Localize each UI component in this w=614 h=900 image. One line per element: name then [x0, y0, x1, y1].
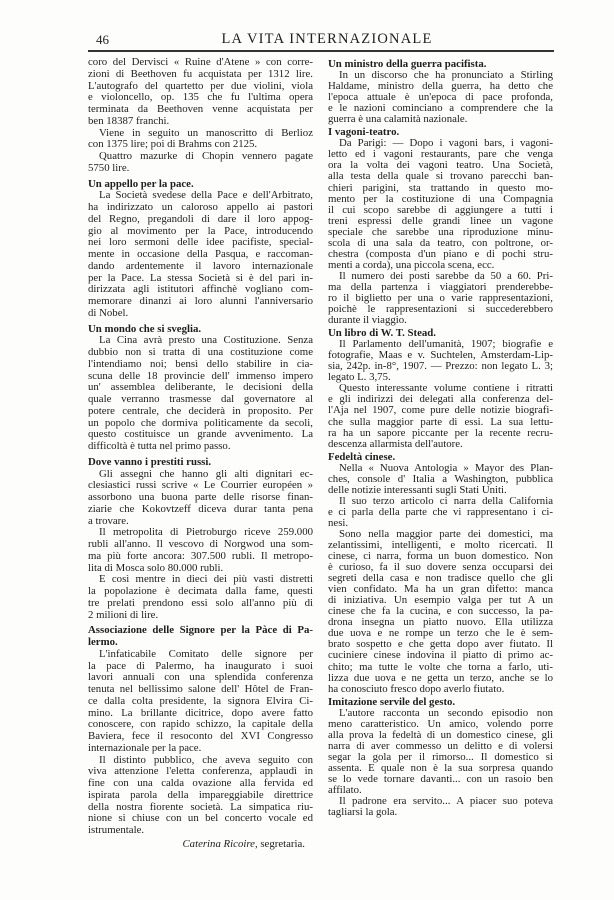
- heading-line: Un mondo che si sveglia.: [88, 322, 202, 335]
- text-line: ha indirizzato un caloroso appello ai pastori: [88, 201, 313, 213]
- text-line: e ci parla della parte che vi rappresentano i ci-: [328, 505, 553, 518]
- text-line: Il padrone era servito... A piacer suo poteva: [339, 795, 553, 808]
- text-line: del Regno, pregandoli di dare il loro appog-: [88, 212, 313, 225]
- text-line: assenta. E quale non è la sua sorpresa quando: [328, 761, 553, 774]
- text-line: alla prova la fedeltà di un domestico cinese, gli: [328, 728, 553, 741]
- text-line: meno caratteristico. Un amico, volendo porre: [328, 717, 553, 730]
- heading-line: Un appello per la pace.: [88, 177, 194, 190]
- text-line: l'epoca attuale è un'epoca di pace profonda,: [328, 91, 553, 104]
- text-line: Sono nella maggior parte dei domestici, ma: [339, 527, 553, 540]
- text-line: nione si chiuse con un bel concerto vocale ed: [88, 812, 313, 825]
- text-line: 5750 lire.: [88, 161, 130, 174]
- text-line: la pace di Palermo, ha inaugurato i suoi: [88, 659, 313, 672]
- text-line: tre prelati prendono essi solo all'anno più di: [88, 596, 313, 609]
- text-line: di iniziativa. Un esempio valga per tut A un: [328, 594, 553, 607]
- text-line: la popolazione è decimata dalla fame, questi: [88, 585, 313, 597]
- text-line: ra ha un sapore piccante per la recente recru-: [328, 426, 553, 439]
- right-column: [328, 57, 553, 818]
- paragraph: [328, 463, 553, 496]
- signature-role: , segretaria.: [254, 837, 305, 850]
- text-line: guerra è una calamità nazionale.: [328, 113, 468, 126]
- paragraph: [88, 151, 313, 175]
- text-line: sia, 242p. in-8°, 1907. — Prezzo: non legato L. 3;: [328, 360, 553, 373]
- text-line: ha conosciuto fresco dopo averlo fiutato.: [328, 682, 505, 695]
- text-line: per la Pace. La stessa Società si è del pari in-: [88, 271, 313, 284]
- text-line: l'Aja nel 1907, come pure delle notizie biografi-: [328, 404, 553, 417]
- text-line: L'autore racconta un secondo episodio non: [339, 706, 553, 719]
- text-line: scuna delle 18 provincie dell' immenso impero: [88, 369, 313, 382]
- text-line: un' assemblea deliberante, le decisioni della: [88, 381, 313, 394]
- text-line: clesiastici russi scrive « Le Courrier européen »: [88, 479, 313, 492]
- text-line: lavori annuali con una splendida conferenza: [88, 671, 313, 684]
- paragraph: [328, 138, 553, 271]
- left-column: [88, 57, 313, 851]
- text-line: chestra (composta d'un piano e di pochi stru-: [328, 247, 553, 260]
- text-line: istrumentale.: [88, 824, 145, 836]
- text-line: Il distinto pubblico, che aveva seguito con: [99, 753, 313, 766]
- text-line: il cui scopo sarebbe di aggiungere a tutti i: [328, 203, 553, 216]
- text-line: scola di una sala da teatro, con poltrone, or-: [328, 236, 553, 249]
- text-line: a trovare.: [88, 514, 129, 527]
- text-line: 2 milioni di lire.: [88, 608, 159, 621]
- text-line: gio al movimento per la Pace, introducendo: [88, 224, 313, 237]
- text-line: assorbono una buona parte delle risorse finan-: [88, 491, 313, 503]
- text-line: nesi.: [328, 516, 349, 529]
- text-line: zelantissimi, intelligenti, e molto ricercati. Il: [328, 539, 553, 552]
- text-line: lita di Mosca solo 80.000 rubli.: [88, 561, 224, 574]
- text-line: è curioso, fa il suo dovere senza occuparsi dei: [328, 561, 553, 574]
- text-line: fotografie, Maas e v. Suchtelen, Amsterdam-Lip-: [328, 349, 553, 362]
- text-line: legato L. 3,75.: [328, 371, 391, 384]
- text-line: ora la volta dei vagoni teatro. Una Società,: [328, 159, 553, 172]
- text-line: tenuta nel bellissimo salone dell' Hôtel de Fran-: [88, 683, 313, 695]
- text-line: potere centrale, che deciderà in proposito. Per: [88, 404, 313, 417]
- paragraph: [88, 190, 313, 319]
- text-line: Viene in seguito un manoscritto di Berlioz: [99, 126, 313, 139]
- text-line: In un discorso che ha pronunciato a Stirling: [339, 69, 553, 82]
- text-line: conoscere, con rapido schizzo, la capitale della: [88, 718, 313, 731]
- text-line: L'infaticabile Comitato delle signore per: [99, 647, 313, 660]
- text-line: Gli assegni che hanno gli alti dignitari ec-: [99, 467, 313, 480]
- text-line: nei loro sermoni delle idee pacifiste, special-: [88, 236, 313, 249]
- text-line: La Cina avrà presto una Costituzione. Senza: [99, 334, 313, 347]
- paragraph: [88, 57, 313, 128]
- heading-line: Imitazione servile del gesto.: [328, 695, 456, 708]
- signature-name: Caterina Ricoire: [182, 837, 255, 850]
- text-line: Haldame, ministro della guerra, ha detto che: [328, 80, 553, 93]
- text-line: mente in occasione della Pasqua, e raccoman-: [88, 248, 313, 260]
- page-number: 46: [96, 32, 109, 47]
- paragraph: [88, 649, 313, 755]
- text-line: Da Parigi: — Dopo i vagoni bars, i vagoni-: [339, 137, 553, 150]
- text-line: internazionale per la pace.: [88, 741, 202, 754]
- text-line: se lo vede tornare davanti... con un rasoio ben: [328, 773, 553, 785]
- text-line: ispirata parola della impareggiabile direttrice: [88, 788, 313, 801]
- heading-line: Fedeltà cinese.: [328, 450, 396, 463]
- text-line: chito; ma tutte le volte che torna a farlo, uti-: [328, 660, 553, 673]
- paragraph: [328, 339, 553, 383]
- text-line: cinese, ci narra, forma un buon domestico. Non: [328, 550, 553, 563]
- text-line: durante il viaggio.: [328, 314, 407, 327]
- paragraph: [88, 755, 313, 837]
- text-line: e gli indirizzi dei delegati alla conferenza del-: [328, 393, 553, 406]
- text-line: segreti della casa e non tradisce quello che gli: [328, 572, 553, 585]
- text-line: Il Parlamento dell'umanità, 1907; biografie e: [339, 338, 553, 351]
- text-line: brato sospetto e che getta dopo aver fiutato. Il: [328, 638, 553, 651]
- text-line: questo costituisce un grande avvenimento. La: [88, 428, 313, 441]
- text-line: di Nobel.: [88, 306, 129, 319]
- paragraph: [328, 496, 553, 529]
- paragraph: [88, 335, 313, 453]
- text-line: ben 18387 franchi.: [88, 114, 170, 127]
- text-line: e le nazioni cominciano a comprendere che la: [328, 102, 553, 115]
- text-line: descenza allarmista dell'autore.: [328, 437, 463, 450]
- text-line: viva attenzione l'eletta conferenza, applaudì in: [88, 765, 313, 778]
- text-line: memorare dinanzi ai loro alunni l'anniversario: [88, 295, 313, 307]
- text-line: quale verranno trasmesse dal governatore al: [88, 393, 313, 405]
- text-line: Baviera, fece il resoconto del XVI Congresso: [88, 730, 313, 742]
- section-heading: [88, 625, 313, 649]
- text-line: e violoncello, op. 135 che fu l'ultima opera: [88, 91, 313, 104]
- paragraph: [328, 70, 553, 125]
- text-line: Il numero dei posti sarebbe da 50 a 60. Pri-: [339, 269, 553, 282]
- heading-line: lermo.: [88, 636, 118, 648]
- paragraph: [328, 271, 553, 326]
- text-line: letto ed i vagoni restaurants, pare che venga: [328, 148, 553, 161]
- text-line: zioni di Beethoven fu acquistata per 1312 lire.: [88, 67, 313, 80]
- text-line: coro del Dervisci « Ruine d'Atene » con corre-: [88, 56, 313, 68]
- text-line: un popolo che dormiva politicamente da secoli,: [88, 416, 313, 429]
- paragraph: [328, 383, 553, 449]
- paragraph: [328, 529, 553, 695]
- text-line: difficoltà è tutta nel primo passo.: [88, 440, 231, 452]
- text-line: cuciniere cinese indovina il piatto di primo ac-: [328, 649, 553, 662]
- text-line: Quattro mazurke di Chopin vennero pagate: [99, 150, 313, 162]
- text-line: della nostra fiorente società. La simpatica riu-: [88, 800, 313, 813]
- text-line: menti a corda), una piccola scena, ecc.: [328, 258, 495, 271]
- header-rule: [88, 50, 554, 52]
- paragraph: [88, 469, 313, 528]
- text-line: ziarie che Kokovtzeff diceva durar tanta pena: [88, 502, 313, 515]
- text-line: treni espressi delle grandi linee un vagone: [328, 214, 553, 227]
- paragraph: [328, 708, 553, 796]
- text-line: Il suo terzo articolo ci narra della California: [339, 494, 553, 507]
- text-line: L'autografo del quartetto per due violini, viola: [88, 79, 313, 92]
- text-line: ro il biglietto per una o varie rappresentazioni,: [328, 291, 553, 304]
- text-line: fine con una calda ovazione alla fervida ed: [88, 777, 313, 789]
- text-line: chieri parigini, sta trattando in questo mo-: [328, 181, 553, 194]
- text-line: dirizzata agli istitutori affinchè vogliano com-: [88, 283, 313, 296]
- text-line: delle notizie interessanti sugli Stati Uniti.: [328, 483, 507, 496]
- text-line: E così mentre in dieci dei più vasti distretti: [99, 573, 313, 586]
- text-line: Il metropolita di Pietroburgo riceve 259.000: [99, 526, 313, 539]
- text-line: tagliarsi la gola.: [328, 806, 398, 819]
- paragraph: [328, 796, 553, 818]
- text-line: ma della partenza i viaggiatori prenderebbe-: [328, 280, 553, 293]
- text-line: Nella « Nuova Antologia » Mayor des Plan-: [339, 461, 553, 474]
- text-line: affilato.: [328, 784, 362, 797]
- text-line: ce dalla colta presidente, la signora Elvira Ci-: [88, 694, 313, 707]
- text-line: terminata da Beethoven venne acquistata per: [88, 103, 313, 115]
- text-line: mino. La brillante dicitrice, dopo avere fatto: [88, 706, 313, 719]
- text-line: narra di aver commesso un delitto e di volersi: [328, 739, 553, 752]
- text-line: Questo interessante volume contiene i ritratti: [339, 382, 553, 395]
- section-heading: [88, 457, 313, 469]
- heading-line: I vagoni-teatro.: [328, 126, 400, 139]
- heading-line: Un libro di W. T. Stead.: [328, 327, 437, 340]
- text-line: mento per la costituzione di una Compagnia: [328, 192, 553, 205]
- text-line: due uova e ne rompe un terzo che le è sem-: [328, 627, 553, 640]
- heading-line: Un ministro della guerra pacifista.: [328, 58, 487, 70]
- text-line: cinese che fa la cucina, e con successo, la pa-: [328, 605, 553, 618]
- paragraph: [88, 527, 313, 574]
- text-line: vien confidato. Ma ha un gran difetto: manca: [328, 583, 553, 596]
- text-line: l'intendiamo noi; bensì dello stabilire in cia-: [88, 357, 313, 370]
- paragraph: [88, 574, 313, 621]
- text-line: dubbio non si tratta di una costituzione come: [88, 346, 313, 358]
- text-line: segar la gola per il rimorso... Il domestico si: [328, 750, 553, 763]
- signature: [88, 839, 313, 851]
- text-line: con 1375 lire; poi di Brahms con 2125.: [88, 138, 258, 151]
- heading-line: Associazione delle Signore per la Pàce di Pa-: [88, 624, 313, 637]
- text-line: rubli all'anno. Il vescovo di Norgwod una som-: [88, 538, 313, 550]
- text-line: lizza due uova e ne getta un terzo, anche se lo: [328, 671, 553, 684]
- text-line: ma più forte ancora: 307.500 rubli. Il metropo-: [88, 549, 313, 562]
- text-line: dando ardentemente il lavoro internazionale: [88, 259, 313, 272]
- running-title: LA VITA INTERNAZIONALE: [221, 31, 433, 47]
- text-line: alla testa della quale si trovano parecchi ban-: [328, 170, 553, 183]
- text-line: La Società svedese della Pace e dell'Arbitrato,: [99, 189, 313, 202]
- heading-line: Dove vanno i prestiti russi.: [88, 455, 212, 468]
- paragraph: [88, 128, 313, 152]
- text-line: poichè le rappresentazioni si succederebbero: [328, 303, 553, 316]
- text-line: che sulla maggior parte di essi. La sua lettu-: [328, 415, 553, 428]
- text-line: speciale che sarebbe una riproduzione minu-: [328, 225, 553, 238]
- text-line: drona insegna un piatto nuovo. Ella utilizza: [328, 616, 553, 629]
- text-line: ches, console d' Italia a Washington, pubblica: [328, 472, 553, 485]
